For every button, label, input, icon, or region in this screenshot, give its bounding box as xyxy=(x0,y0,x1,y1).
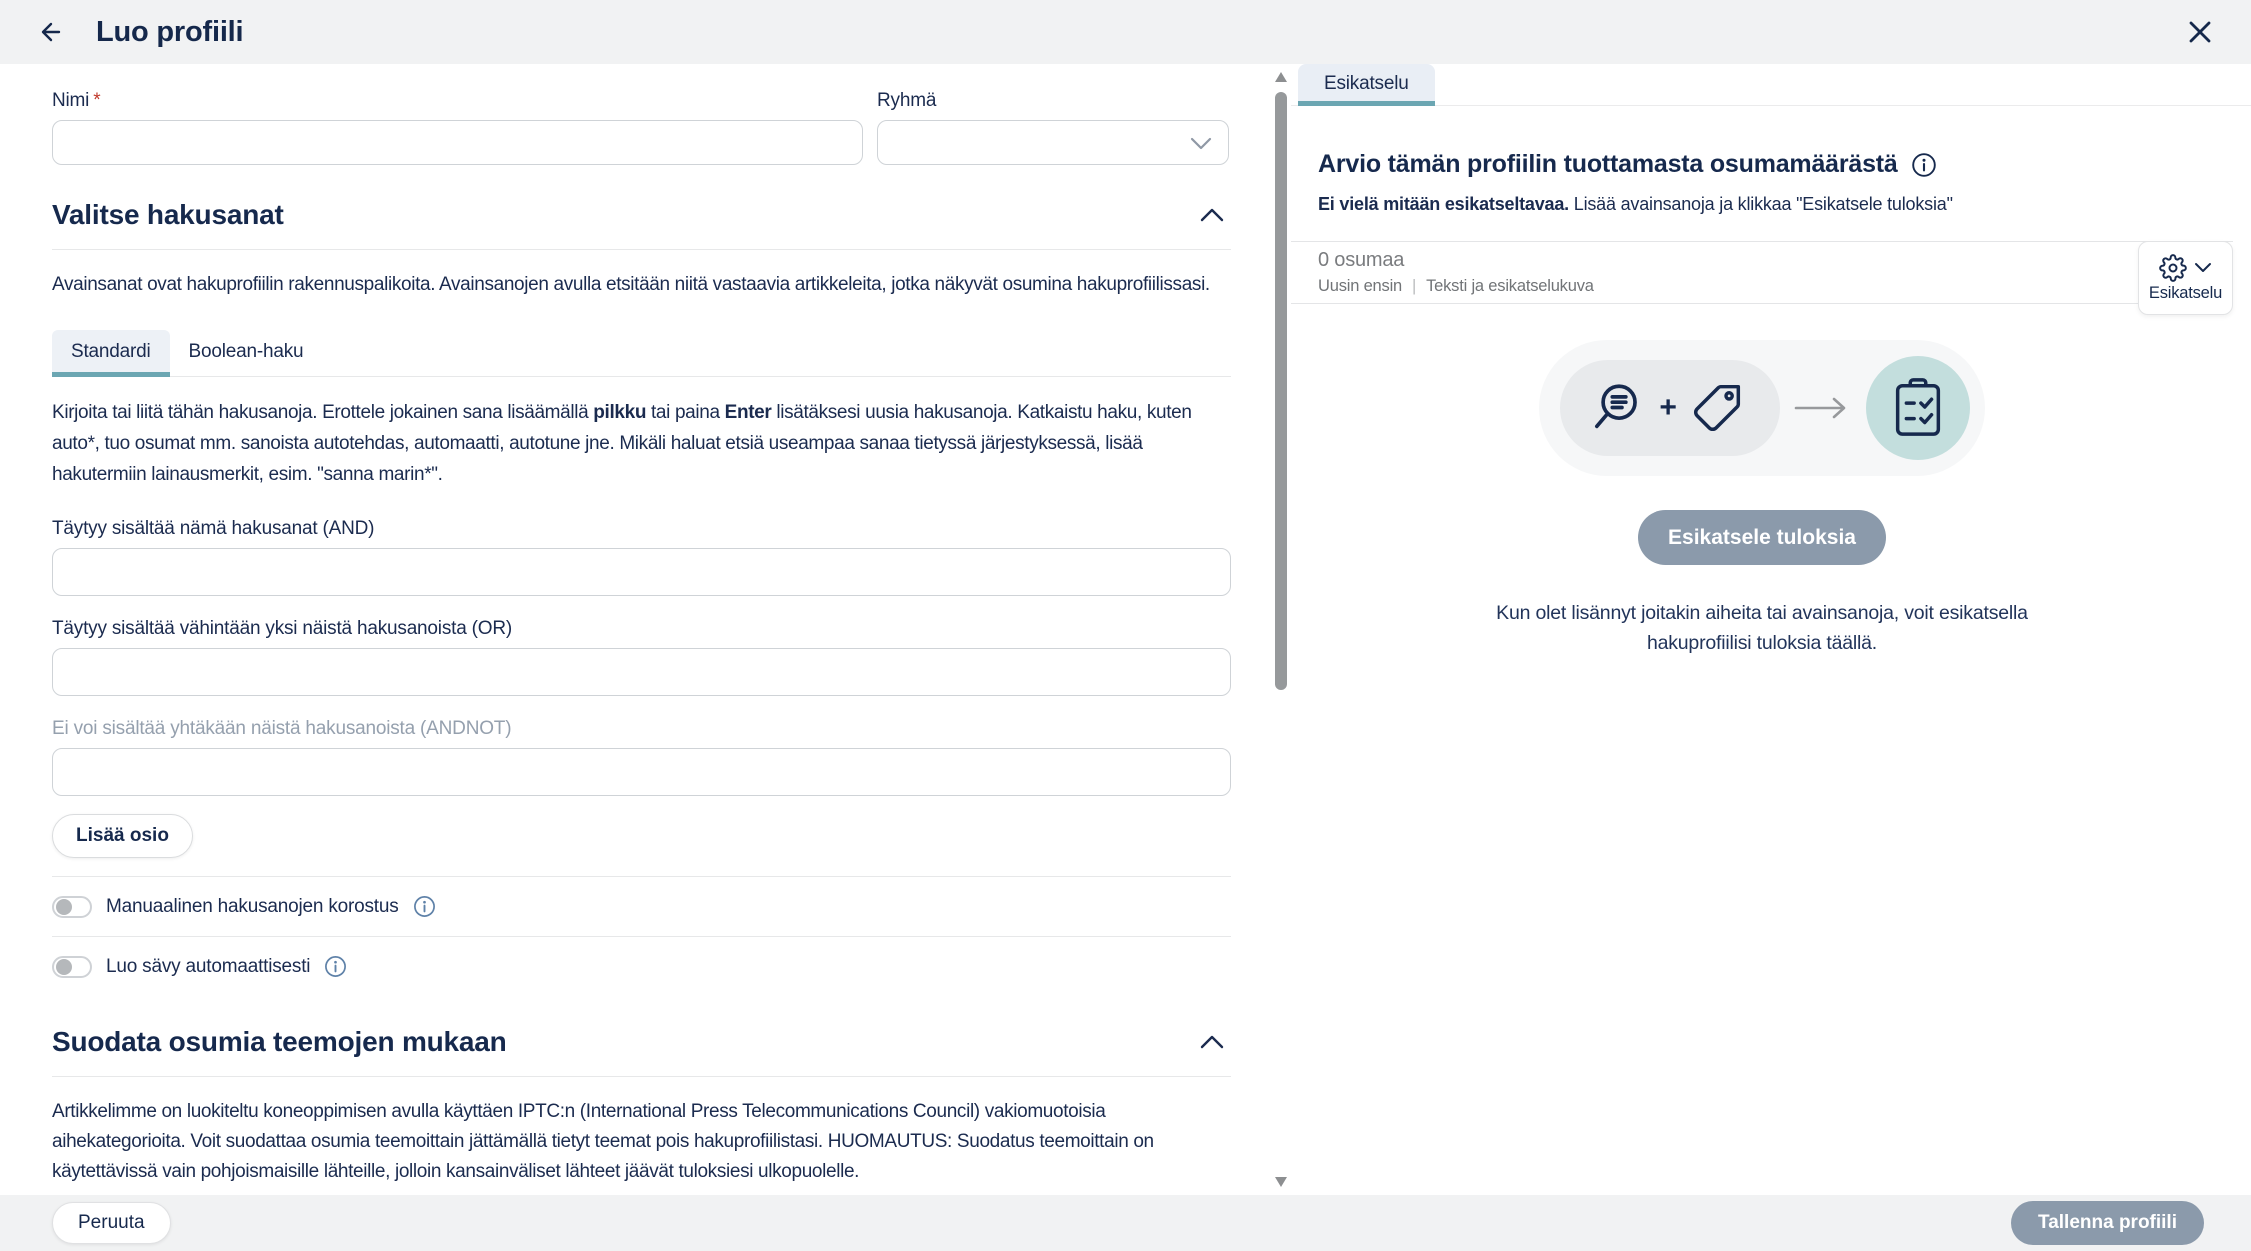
chevron-down-icon xyxy=(2194,262,2212,273)
preview-dropdown-label: Esikatselu xyxy=(2148,283,2223,302)
auto-tone-row xyxy=(52,936,1231,996)
name-label: Nimi xyxy=(52,90,90,111)
or-keywords-input[interactable] xyxy=(52,648,1231,696)
preview-title: Arvio tämän profiilin tuottamasta osumamäärästä xyxy=(1318,150,1898,178)
tab-preview[interactable]: Esikatselu xyxy=(1298,64,1435,105)
group-select[interactable] xyxy=(877,120,1229,165)
results-count: 0 osumaa xyxy=(1318,249,1405,271)
themes-section-title: Suodata osumia teemojen mukaan xyxy=(52,1026,507,1057)
arrow-left-icon xyxy=(33,16,65,48)
tag-icon xyxy=(1686,377,1748,439)
themes-section-header xyxy=(52,1026,1231,1077)
collapse-keywords-button[interactable] xyxy=(1199,207,1225,223)
name-input[interactable] xyxy=(52,120,863,165)
scroll-down-icon[interactable] xyxy=(1275,1177,1287,1187)
manual-highlight-row xyxy=(52,876,1231,936)
preview-pane xyxy=(1291,64,2251,1195)
collapse-themes-button[interactable] xyxy=(1199,1034,1225,1050)
group-field-group xyxy=(877,90,1229,165)
group-label: Ryhmä xyxy=(877,90,937,111)
clipboard-check-icon xyxy=(1890,377,1946,439)
toggle-knob xyxy=(56,899,72,915)
save-profile-button[interactable]: Tallenna profiili xyxy=(2011,1201,2204,1245)
profile-form-pane xyxy=(0,64,1272,1195)
preview-illustration xyxy=(1539,340,1985,476)
scrollbar-thumb[interactable] xyxy=(1275,92,1287,690)
cancel-button[interactable]: Peruuta xyxy=(52,1202,171,1244)
themes-description: Artikkelimme on luokiteltu koneoppimisen avulla käyttäen IPTC:n (International Press Telecommunications Council) vakiomuotoisia aihekategorioita. Voit suodattaa osumia teemoittain jättämällä tietyt teemat pois hakuprofiilistasi. HUOMAUTUS: Suodatus teemoittain on käytettävissä vain pohjoismaisille lähteille, jolloin kansainväliset lähteet jäävät tuloksiesi ulkopuolelle. xyxy=(52,1101,1154,1182)
manual-highlight-toggle[interactable] xyxy=(52,896,92,918)
scroll-up-icon[interactable] xyxy=(1275,72,1287,82)
results-header-bar xyxy=(1291,241,2233,304)
preview-results-button[interactable]: Esikatsele tuloksia xyxy=(1638,510,1886,565)
header-bar xyxy=(0,0,2251,64)
preview-empty-notice: Ei vielä mitään esikatseltavaa. Lisää avainsanoja ja klikkaa "Esikatsele tuloksia" xyxy=(1318,194,1953,214)
preview-tabstrip xyxy=(1291,64,2251,106)
and-keywords-label: Täytyy sisältää nämä hakusanat (AND) xyxy=(52,518,375,539)
page-title: Luo profiili xyxy=(96,15,244,48)
preview-empty-state xyxy=(1291,304,2233,658)
back-button[interactable] xyxy=(30,13,68,51)
chevron-up-icon xyxy=(1199,207,1225,223)
footer-bar xyxy=(0,1195,2251,1251)
manual-highlight-info-button[interactable] xyxy=(413,895,436,918)
view-mode-button[interactable]: Teksti ja esikatselukuva xyxy=(1426,277,1594,295)
keywords-description: Avainsanat ovat hakuprofiilin rakennuspalikoita. Avainsanojen avulla etsitään niitä vastaavia artikkeleita, jotka näkyvät osumina hakuprofiilissasi. xyxy=(52,274,1210,295)
auto-tone-toggle[interactable] xyxy=(52,956,92,978)
info-icon xyxy=(413,895,436,918)
required-asterisk: * xyxy=(93,90,101,111)
tab-boolean[interactable]: Boolean-haku xyxy=(188,341,304,362)
main-area xyxy=(0,64,2251,1195)
or-keywords-label: Täytyy sisältää vähintään yksi näistä hakusanoista (OR) xyxy=(52,618,512,639)
list-separator: | xyxy=(1412,277,1417,295)
and-keywords-input[interactable] xyxy=(52,548,1231,596)
close-icon xyxy=(2183,15,2217,49)
keywords-section-header xyxy=(52,199,1231,250)
andnot-keywords-label: Ei voi sisältää yhtäkään näistä hakusanoista (ANDNOT) xyxy=(52,718,512,739)
sort-order-button[interactable]: Uusin ensin xyxy=(1318,277,1403,295)
gear-icon xyxy=(2159,254,2187,282)
info-icon xyxy=(324,955,347,978)
plus-sign: + xyxy=(1659,391,1677,424)
arrow-right-icon xyxy=(1793,395,1851,421)
search-plus-tag-group xyxy=(1560,360,1780,456)
preview-settings-dropdown[interactable] xyxy=(2138,241,2233,315)
manual-highlight-label: Manuaalinen hakusanojen korostus xyxy=(106,895,399,917)
name-field-group xyxy=(52,90,863,165)
chevron-up-icon xyxy=(1199,1034,1225,1050)
form-scrollbar[interactable] xyxy=(1272,64,1291,1195)
results-circle xyxy=(1866,356,1970,460)
info-icon xyxy=(1911,152,1937,178)
tab-standard[interactable]: Standardi xyxy=(52,330,170,376)
close-button[interactable] xyxy=(2179,11,2221,53)
keywords-tabs xyxy=(52,330,1231,377)
preview-info-button[interactable] xyxy=(1911,152,1937,178)
keywords-instructions: Kirjoita tai liitä tähän hakusanoja. Erottele jokainen sana lisäämällä pilkku tai paina Enter lisätäksesi uusia hakusanoja. Katkaistu haku, kuten auto*, tuo osumat mm. sanoista autotehdas, automaatti, autotune jne. Mikäli haluat etsiä useampaa sanaa tietyssä järjestyksessä, lisää hakutermiin lainausmerkit, esim. "sanna marin*". xyxy=(52,402,1192,485)
keywords-section-title: Valitse hakusanat xyxy=(52,199,284,230)
andnot-keywords-input[interactable] xyxy=(52,748,1231,796)
toggle-knob xyxy=(56,959,72,975)
add-section-button[interactable]: Lisää osio xyxy=(52,814,193,858)
search-icon xyxy=(1592,379,1650,437)
preview-empty-caption: Kun olet lisännyt joitakin aiheita tai avainsanoja, voit esikatsella hakuprofiilisi tuloksia täällä. xyxy=(1496,602,2028,654)
auto-tone-info-button[interactable] xyxy=(324,955,347,978)
auto-tone-label: Luo sävy automaattisesti xyxy=(106,955,311,977)
